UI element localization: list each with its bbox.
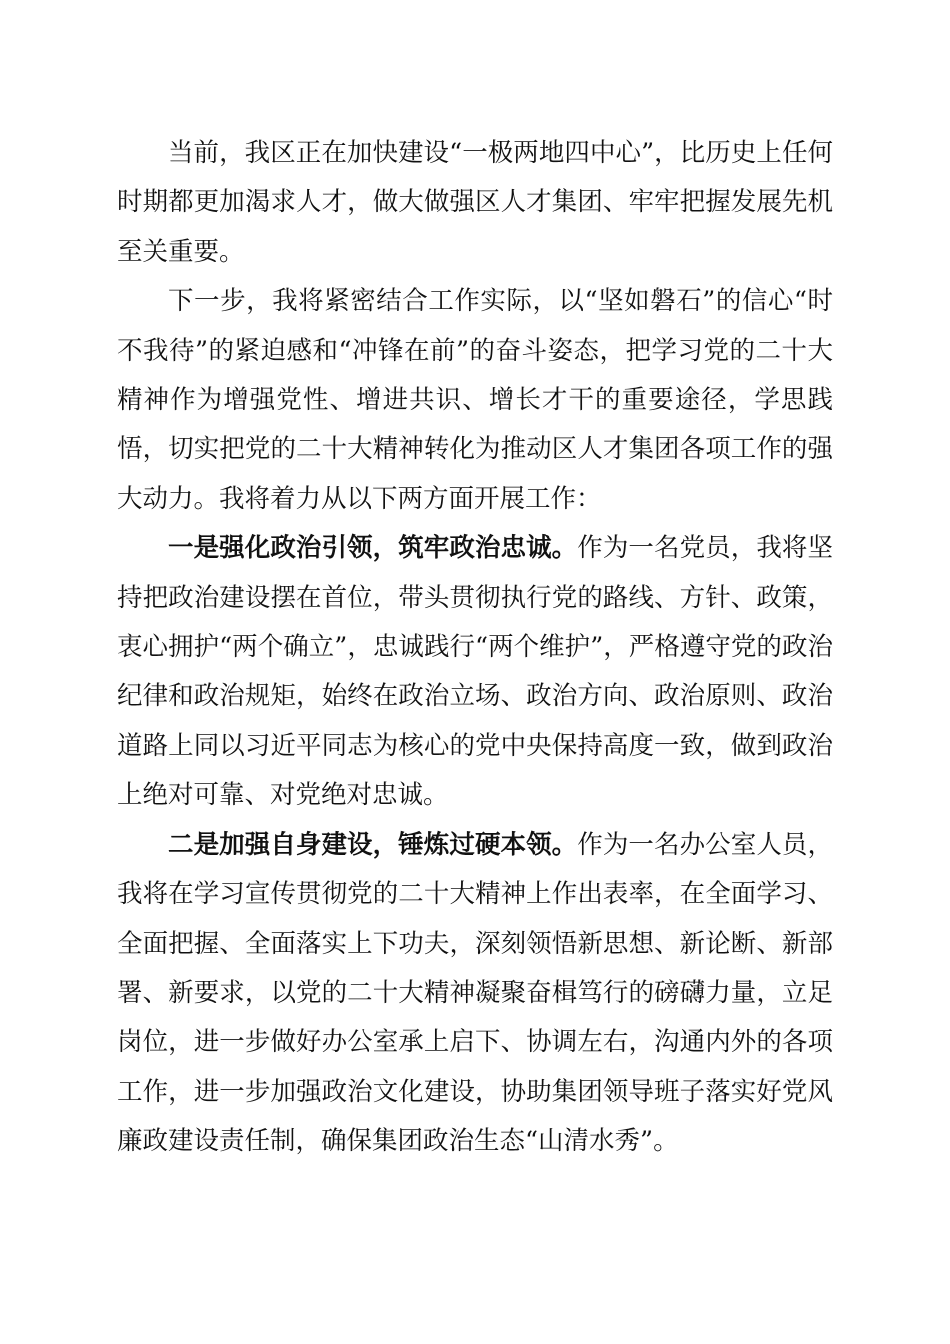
paragraph-text: 当前，我区正在加快建设“一极两地四中心”，比历史上任何时期都更加渴求人才，做大做强区人才集团、牢牢把握发展先机至关重要。	[117, 138, 833, 267]
paragraph-lead-heading: 一是强化政治引领，筑牢政治忠诚。	[168, 533, 578, 564]
paragraph-text: 下一步，我将紧密结合工作实际，以“坚如磐石”的信心“时不我待”的紧迫感和“冲锋在前”的奋斗姿态，把学习党的二十大精神作为增强党性、增进共识、增长才干的重要途径，学思践悟，切实把党的二十大精神转化为推动区人才集团各项工作的强大动力。我将着力从以下两方面开展工作：	[117, 286, 833, 514]
paragraph-text: 作为一名党员，我将坚持把政治建设摆在首位，带头贯彻执行党的路线、方针、政策，衷心拥护“两个确立”，忠诚践行“两个维护”，严格遵守党的政治纪律和政治规矩，始终在政治立场、政治方向、政治原则、政治道路上同以习近平同志为核心的党中央保持高度一致，做到政治上绝对可靠、对党绝对忠诚。	[117, 533, 833, 811]
paragraph-self-development	[117, 821, 833, 1167]
document-body	[117, 129, 833, 1167]
paragraph-next-steps	[117, 277, 833, 524]
paragraph-text: 作为一名办公室人员，我将在学习宣传贯彻党的二十大精神上作出表率，在全面学习、全面把握、全面落实上下功夫，深刻领悟新思想、新论断、新部署、新要求，以党的二十大精神凝聚奋楫笃行的磅礴力量，立足岗位，进一步做好办公室承上启下、协调左右，沟通内外的各项工作，进一步加强政治文化建设，协助集团领导班子落实好党风廉政建设责任制，确保集团政治生态“山清水秀”。	[117, 829, 833, 1157]
paragraph-lead-heading: 二是加强自身建设，锤炼过硬本领。	[168, 829, 578, 860]
paragraph-political-leadership	[117, 524, 833, 820]
paragraph-current-situation	[117, 129, 833, 277]
